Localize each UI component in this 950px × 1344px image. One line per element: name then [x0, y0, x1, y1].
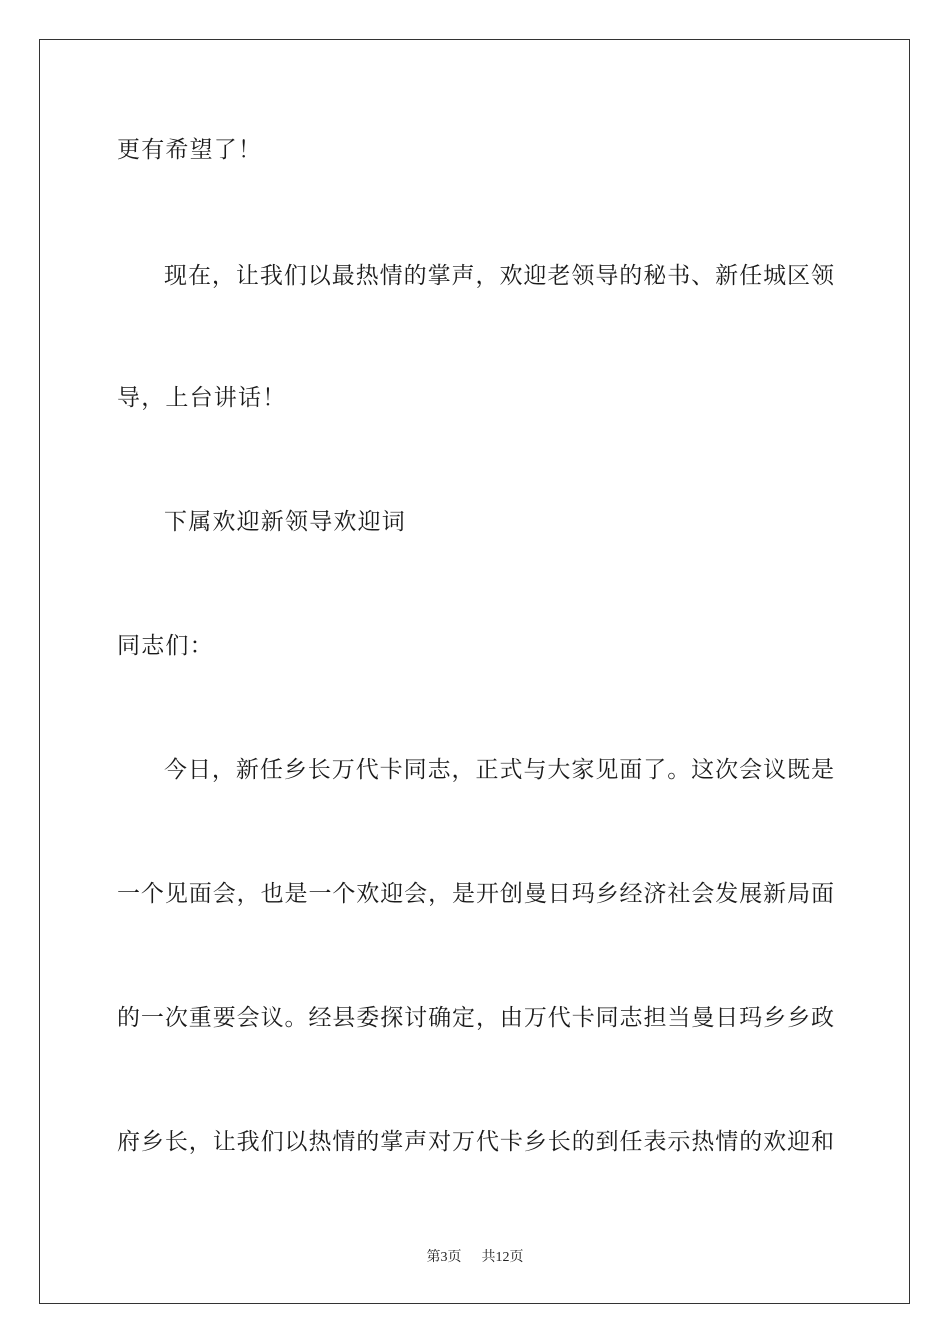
- page-footer: [0, 1249, 950, 1267]
- page-number: 第3页: [426, 1250, 462, 1265]
- paragraph-line-2: 现在，让我们以最热情的掌声，欢迎老领导的秘书、新任城区领: [164, 263, 834, 289]
- paragraph-line-9: 府乡长，让我们以热情的掌声对万代卡乡长的到任表示热情的欢迎和: [117, 1129, 834, 1155]
- paragraph-line-3: 导，上台讲话！: [117, 385, 287, 411]
- salutation: 同志们：: [117, 633, 214, 659]
- section-heading: 下属欢迎新领导欢迎词: [164, 509, 406, 535]
- page-total: 共12页: [481, 1250, 524, 1265]
- paragraph-line-1: 更有希望了！: [117, 137, 263, 163]
- page-frame: [39, 39, 910, 1304]
- paragraph-line-7: 一个见面会，也是一个欢迎会，是开创曼日玛乡经济社会发展新局面: [117, 881, 834, 907]
- paragraph-line-8: 的一次重要会议。经县委探讨确定，由万代卡同志担当曼日玛乡乡政: [117, 1005, 834, 1031]
- paragraph-line-6: 今日，新任乡长万代卡同志，正式与大家见面了。这次会议既是: [164, 757, 834, 783]
